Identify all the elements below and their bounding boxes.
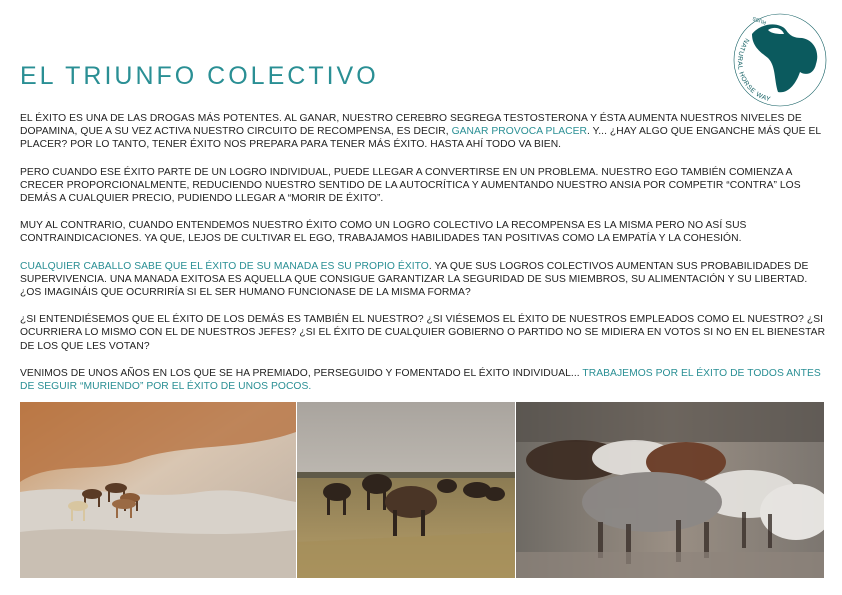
horses-in-grass-photo — [297, 402, 515, 578]
natural-horse-way-logo — [728, 8, 832, 112]
paragraph-4-highlight: CUALQUIER CABALLO SABE QUE EL ÉXITO DE SU MANADA ES SU PROPIO ÉXITO — [20, 260, 429, 272]
page-title: EL TRIUNFO COLECTIVO — [20, 62, 379, 90]
horses-on-rocks-photo — [20, 402, 296, 578]
running-horses-photo — [516, 402, 824, 578]
paragraph-1-highlight: GANAR PROVOCA PLACER — [451, 126, 588, 138]
paragraph-1-text: EL ÉXITO ES UNA DE LAS DROGAS MÁS POTENTES. AL GANAR, NUESTRO CEREBRO SEGREGA TESTOSTERONA Y ÉSTA AUMENTA NUESTROS NIVELES DE DOPAMINA, QUE A SU VEZ ACTIVA NUESTRO CIRCUITO DE RECOMPENSA, ES DECIR, — [20, 113, 802, 138]
paragraph-1-text-end: . Y... ¿HAY ALGO QUE ENGANCHE MÁS QUE EL PLACER? POR LO TANTO, TENER ÉXITO NOS PREPARA PARA TENER MÁS ÉXITO. HASTA AHÍ TODO VA BIEN. — [20, 126, 821, 151]
paragraph-6-highlight: TRABAJEMOS POR EL ÉXITO DE TODOS ANTES DE SEGUIR “MURIENDO” POR EL ÉXITO DE UNOS POCOS. — [20, 367, 821, 393]
paragraph-3: MUY AL CONTRARIO, CUANDO ENTENDEMOS NUESTRO ÉXITO COMO UN LOGRO COLECTIVO LA RECOMPENSA ES LA MISMA PERO NO ASÍ SUS CONTRAINDICACIONES. YA QUE, LEJOS DE CULTIVAR EL EGO, TRABAJAMOS HABILIDADES TAN POSITIVAS COMO LA EMPATÍA Y LA COHESIÓN. — [20, 220, 747, 245]
paragraph-1 — [20, 112, 830, 152]
logo-text: NATURAL HORSE WAY — [735, 36, 772, 104]
paragraph-4-text: . YA QUE SUS LOGROS COLECTIVOS AUMENTAN SUS PROBABILIDADES DE SUPERVIVENCIA. UNA MANADA EXITOSA ES AQUELLA QUE CONSIGUE GARANTIZAR LA SEGURIDAD DE SUS MIEMBROS, SU ALIMENTACIÓN Y SU LIBERTAD. ¿OS IMAGINÁIS QUE OCURRIRÍA SI EL SER HUMANO FUNCIONASE DE LA MISMA FORMA? — [20, 260, 809, 299]
paragraph-4 — [20, 260, 830, 300]
logo-sub-text: RUSS — [752, 14, 768, 26]
paragraph-5: ¿SI ENTENDIÉSEMOS QUE EL ÉXITO DE LOS DEMÁS ES TAMBIÉN EL NUESTRO? ¿SI VIÉSEMOS EL ÉXITO DE NUESTROS EMPLEADOS COMO EL NUESTRO? ¿SI OCURRIERA LO MISMO CON EL DE NUESTROS JEFES? ¿SI EL ÉXITO DE CUALQUIER GOBIERNO O PARTIDO NO SE MIDIERA EN VOTOS SI NO EN EL BIENESTAR DE LOS QUE LES VOTAN? — [20, 314, 826, 352]
paragraph-6-text: VENIMOS DE UNOS AÑOS EN LOS QUE SE HA PREMIADO, PERSEGUIDO Y FOMENTADO EL ÉXITO INDIVIDUAL... — [20, 367, 583, 379]
article-body — [20, 112, 830, 407]
paragraph-6 — [20, 367, 830, 393]
paragraph-2: PERO CUANDO ESE ÉXITO PARTE DE UN LOGRO INDIVIDUAL, PUEDE LLEGAR A CONVERTIRSE EN UN PROBLEMA. NUESTRO EGO TAMBIÉN COMIENZA A CRECER PROPORCIONALMENTE, REDUCIENDO NUESTRO SENTIDO DE LA AUTOCRÍTICA Y AUMENTANDO NUESTRO ANSIA POR COMPETIR “CONTRA” LOS DEMÁS A CUALQUIER PRECIO, PUDIENDO LLEGAR A “MORIR DE ÉXITO”. — [20, 166, 801, 205]
photo-strip — [20, 402, 824, 578]
